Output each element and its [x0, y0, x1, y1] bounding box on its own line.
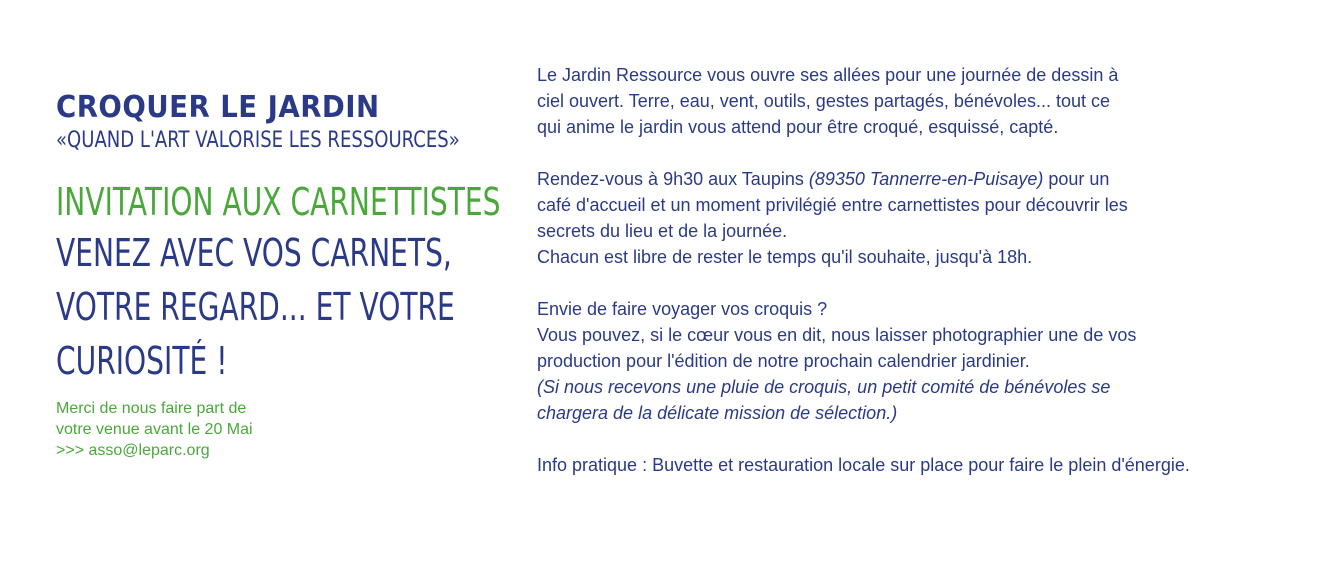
intro-paragraph — [537, 62, 1277, 140]
text-line — [537, 166, 1277, 192]
text-line: chargera de la délicate mission de sélection.) — [537, 403, 898, 423]
sketch-paragraph — [537, 296, 1277, 426]
text-line: Chacun est libre de rester le temps qu'il souhaite, jusqu'à 18h. — [537, 247, 1033, 267]
text-fragment: Rendez-vous à 9h30 aux Taupins — [537, 169, 809, 189]
bring-message — [56, 226, 516, 388]
text-line: Info pratique : Buvette et restauration locale sur place pour faire le plein d'énergie. — [537, 455, 1190, 475]
text-line: ciel ouvert. Terre, eau, vent, outils, gestes partagés, bénévoles... tout ce — [537, 91, 1110, 111]
page-title: CROQUER LE JARDIN — [56, 90, 380, 125]
text-line: café d'accueil et un moment privilégié entre carnettistes pour découvrir les — [537, 195, 1128, 215]
text-line: Vous pouvez, si le cœur vous en dit, nous laisser photographier une de vos — [537, 325, 1137, 345]
rsvp-note — [56, 398, 516, 461]
rsvp-email[interactable]: >>> asso@leparc.org — [56, 442, 210, 459]
rsvp-line: Merci de nous faire part de — [56, 400, 247, 417]
bring-line: VOTRE REGARD... ET VOTRE — [56, 285, 455, 329]
bring-line: VENEZ AVEC VOS CARNETS, — [56, 231, 452, 275]
text-line: Envie de faire voyager vos croquis ? — [537, 299, 828, 319]
right-column — [537, 62, 1277, 504]
text-line: secrets du lieu et de la journée. — [537, 221, 788, 241]
page-subtitle: «QUAND L'ART VALORISE LES RESSOURCES» — [56, 128, 460, 153]
text-line: production pour l'édition de notre prochain calendrier jardinier. — [537, 351, 1030, 371]
text-line: Le Jardin Ressource vous ouvre ses allées pour une journée de dessin à — [537, 65, 1119, 85]
invitation-heading: INVITATION AUX CARNETTISTES — [56, 180, 501, 224]
left-column — [56, 90, 516, 461]
practical-info — [537, 452, 1277, 478]
rsvp-line: votre venue avant le 20 Mai — [56, 421, 253, 438]
text-fragment: pour un — [1043, 169, 1110, 189]
meeting-paragraph — [537, 166, 1277, 270]
text-line: qui anime le jardin vous attend pour être croqué, esquissé, capté. — [537, 117, 1059, 137]
text-line: (Si nous recevons une pluie de croquis, un petit comité de bénévoles se — [537, 377, 1111, 397]
address-text: (89350 Tannerre-en-Puisaye) — [808, 169, 1044, 189]
bring-line: CURIOSITÉ ! — [56, 339, 228, 383]
